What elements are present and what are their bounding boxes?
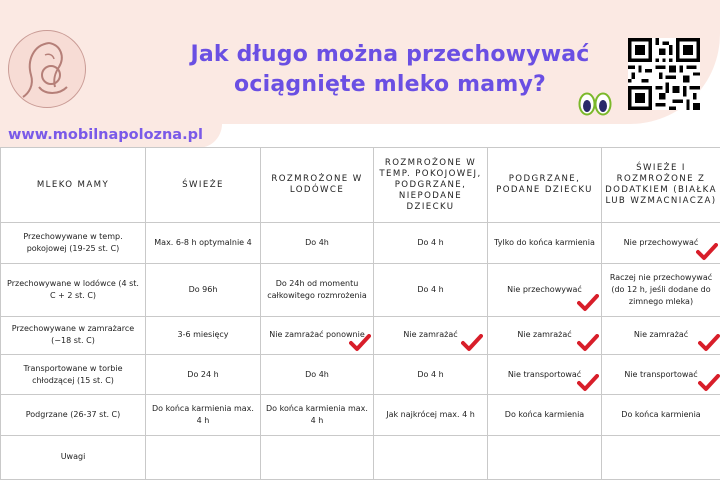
table-row [1,264,720,316]
table-cell [488,316,602,354]
table-cell: Do końca karmienia max. 4 h [261,395,374,435]
table-cell: Max. 6-8 h optymalnie 4 [146,223,261,264]
checkmark-icon [698,334,720,352]
row-label: Przechowywane w zamrażarce (−18 st. C) [1,316,146,354]
header-cell: ROZMROŻONE W TEMP. POKOJOWEJ, PODGRZANE, NIEPODANE DZIECKU [374,148,488,223]
table-cell [488,435,602,479]
cell-text: Nie przechowywać [507,285,582,295]
cell-text: Nie zamrażać [517,330,572,340]
mother-baby-logo-icon [8,30,86,108]
qr-code-icon[interactable] [628,38,700,110]
title-line-1: Jak długo można przechowywać [190,42,590,67]
checkmark-icon [696,243,718,261]
table-row [1,395,720,435]
cell-text: Nie zamrażać [403,330,458,340]
row-label: Podgrzane (26-37 st. C) [1,395,146,435]
checkmark-icon [577,374,599,392]
table-cell [602,223,720,264]
table-cell: Jak najkrócej max. 4 h [374,395,488,435]
table-cell [488,355,602,395]
row-label: Przechowywane w temp. pokojowej (19-25 st. C) [1,223,146,264]
table-cell: Do 24h od momentu całkowitego rozmrożenia [261,264,374,316]
cell-text: Nie przechowywać [623,238,699,248]
table-cell: Do końca karmienia max. 4 h [146,395,261,435]
header-cell: ŚWIEŻE [146,148,261,223]
header-cell: MLEKO MAMY [1,148,146,223]
checkmark-icon [698,374,720,392]
table-cell: Do 96h [146,264,261,316]
table-cell: 3-6 miesięcy [146,316,261,354]
website-link[interactable]: www.mobilnapolozna.pl [8,127,203,143]
table-cell [374,316,488,354]
table-cell [602,316,720,354]
table-cell: Do końca karmienia [488,395,602,435]
table-cell: Tylko do końca karmienia [488,223,602,264]
cell-text: Nie transportować [507,369,582,379]
table-cell [374,435,488,479]
table-header-row [1,148,720,223]
storage-table [0,147,720,480]
table-cell: Do 4 h [374,264,488,316]
table-cell: Do 4h [261,355,374,395]
table-row [1,435,720,479]
page-title [112,40,668,100]
eyes-emoji-icon [578,92,612,116]
table-row [1,355,720,395]
table-cell: Do 4h [261,223,374,264]
table-cell: Do 4 h [374,223,488,264]
table-cell [261,435,374,479]
row-label: Transportowane w torbie chłodzącej (15 st. C) [1,355,146,395]
checkmark-icon [349,334,371,352]
checkmark-icon [461,334,483,352]
table-cell: Raczej nie przechowywać (do 12 h, jeśli dodane do zimnego mleka) [602,264,720,316]
cell-text: Nie zamrażać [633,330,689,340]
table-cell [146,435,261,479]
header-cell: PODGRZANE, PODANE DZIECKU [488,148,602,223]
cell-text: Nie transportować [624,369,698,379]
table-cell [488,264,602,316]
title-line-2: ociągnięte mleko mamy? [234,72,546,97]
checkmark-icon [577,334,599,352]
row-label: Uwagi [1,435,146,479]
table-cell: Do końca karmienia [602,395,720,435]
table-cell: Do 4 h [374,355,488,395]
table-cell [602,435,720,479]
table-cell: Do 24 h [146,355,261,395]
table-cell [602,355,720,395]
cell-text: Nie zamrażać ponownie [269,330,365,340]
header-cell: ŚWIEŻE I ROZMROŻONE Z DODATKIEM (BIAŁKA LUB WZMACNIACZA) [602,148,720,223]
table-row [1,223,720,264]
table-row [1,316,720,354]
row-label: Przechowywane w lodówce (4 st. C + 2 st. C) [1,264,146,316]
checkmark-icon [577,294,599,312]
table-cell [261,316,374,354]
header-cell: ROZMROŻONE W LODÓWCE [261,148,374,223]
